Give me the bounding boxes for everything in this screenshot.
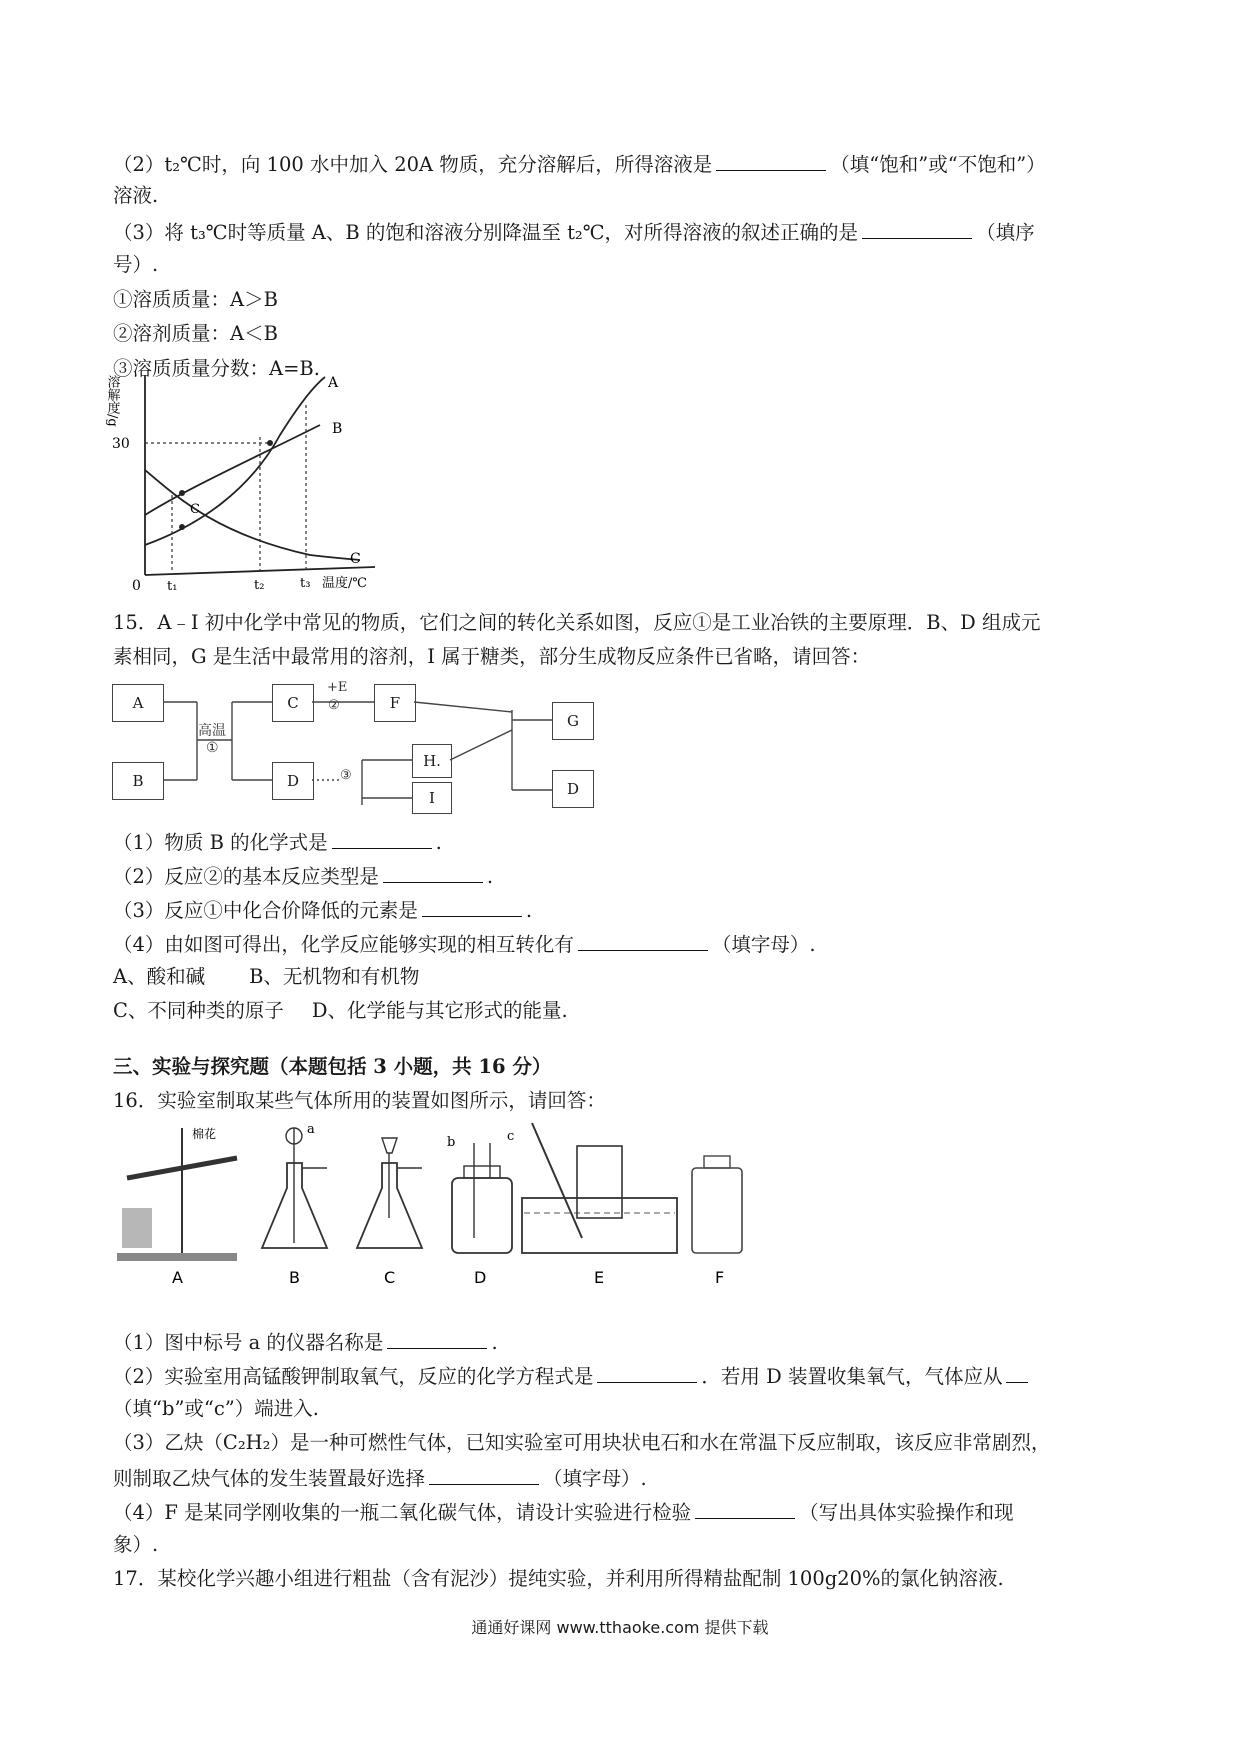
- answer-blank[interactable]: [716, 150, 826, 171]
- curve-c-label: C: [350, 551, 361, 567]
- answer-blank[interactable]: [862, 218, 972, 239]
- page-footer: 通通好课网 www.tthaoke.com 提供下载: [471, 1618, 769, 1637]
- label-c: c: [507, 1129, 515, 1144]
- q16-sub4-line1: （4）F 是某同学刚收集的一瓶二氧化碳气体，请设计实验进行检验 （写出具体实验操作和现: [113, 1498, 1014, 1526]
- q16-sub2-line2: （填“b”或“c”）端进入.: [113, 1397, 319, 1420]
- apparatus-label-b: B: [289, 1268, 300, 1287]
- answer-blank[interactable]: [422, 896, 522, 917]
- reaction-flow-diagram: [112, 680, 612, 805]
- box-b: B: [112, 762, 164, 800]
- box-d: D: [272, 762, 314, 800]
- q15-sub2: （2）反应②的基本反应类型是 .: [113, 862, 493, 890]
- q15-options-row1: A、酸和碱 B、无机物和有机物: [113, 965, 420, 988]
- cond-2: ②: [328, 698, 340, 713]
- box-d2: D: [552, 770, 594, 808]
- graph-ylabel: 溶解度/g: [104, 375, 120, 427]
- answer-blank[interactable]: [429, 1464, 539, 1485]
- answer-blank[interactable]: [578, 930, 708, 951]
- section-3-title: 三、实验与探究题（本题包括 3 小题，共 16 分）: [113, 1055, 552, 1078]
- answer-blank[interactable]: [1006, 1362, 1028, 1383]
- q16-sub1: （1）图中标号 a 的仪器名称是 .: [113, 1328, 498, 1356]
- q14-part3-line1: （3）将 t₃℃时等质量 A、B 的饱和溶液分别降温至 t₂℃，对所得溶液的叙述正确的是 （填序: [113, 218, 1035, 246]
- q15-intro-line2: 素相同，G 是生活中最常用的溶剂，I 属于糖类，部分生成物反应条件已省略，请回答：: [113, 645, 871, 668]
- box-c: C: [272, 684, 314, 722]
- answer-blank[interactable]: [597, 1362, 697, 1383]
- apparatus-label-d: D: [474, 1268, 487, 1287]
- q16-sub3-line1: （3）乙炔（C₂H₂）是一种可燃性气体，已知实验室可用块状电石和水在常温下反应制取，该反应非常剧烈，: [113, 1431, 1051, 1454]
- answer-blank[interactable]: [695, 1498, 795, 1519]
- graph-y30: 30: [112, 436, 130, 452]
- q14-part2-line2: 溶液.: [113, 184, 159, 207]
- q15-intro-line1: 15．A﹣I 初中化学中常见的物质，它们之间的转化关系如图，反应①是工业冶铁的主要原理．B、D 组成元: [113, 611, 1041, 634]
- q14-option-3: ③溶质质量分数：A=B.: [113, 357, 320, 380]
- box-g: G: [552, 702, 594, 740]
- q17-intro: 17．某校化学兴趣小组进行粗盐（含有泥沙）提纯实验，并利用所得精盐配制 100g20%的氯化钠溶液.: [113, 1567, 1004, 1590]
- cond-3: ③: [340, 768, 352, 783]
- q15-sub3: （3）反应①中化合价降低的元素是 .: [113, 896, 532, 924]
- apparatus-label-c: C: [384, 1268, 396, 1287]
- label-b: b: [447, 1135, 456, 1150]
- q14-part2-line1: （2）t₂℃时，向 100 水中加入 20A 物质，充分溶解后，所得溶液是 （填“饱和”或“不饱和”）: [113, 150, 1046, 178]
- cond-1: ①: [206, 740, 219, 756]
- apparatus-label-e: E: [594, 1268, 605, 1287]
- graph-t2: t₂: [254, 578, 265, 593]
- graph-xlabel: 温度/℃: [322, 576, 367, 591]
- q16-sub3-line2: 则制取乙炔气体的发生装置最好选择 （填字母）.: [113, 1464, 647, 1492]
- q16-sub2-line1: （2）实验室用高锰酸钾制取氧气，反应的化学方程式是 ．若用 D 装置收集氧气，气体应从: [113, 1362, 1032, 1390]
- curve-b-label: B: [332, 421, 343, 437]
- answer-blank[interactable]: [383, 862, 483, 883]
- q16-intro: 16．实验室制取某些气体所用的装置如图所示，请回答：: [113, 1089, 606, 1112]
- q15-sub1: （1）物质 B 的化学式是 .: [113, 828, 442, 856]
- graph-origin: 0: [132, 578, 141, 594]
- curve-c-mid-label: C: [190, 502, 200, 517]
- solubility-graph: [104, 375, 390, 600]
- q14-option-2: ②溶剂质量：A＜B: [113, 322, 278, 345]
- q14-option-1: ①溶质质量：A＞B: [113, 288, 278, 311]
- box-h: H.: [412, 744, 452, 778]
- label-a: a: [307, 1122, 315, 1137]
- q16-sub4-line2: 象）.: [113, 1533, 159, 1556]
- box-a: A: [112, 684, 164, 722]
- answer-blank[interactable]: [332, 828, 432, 849]
- cond-gaowen: 高温: [198, 723, 226, 739]
- apparatus-label-f: F: [715, 1268, 725, 1287]
- apparatus-label-a: A: [172, 1268, 183, 1287]
- cond-plus-e: +E: [327, 680, 348, 695]
- box-f: F: [374, 684, 416, 722]
- curve-a-label: A: [328, 375, 339, 391]
- q15-options-row2: C、不同种类的原子 D、化学能与其它形式的能量.: [113, 999, 568, 1022]
- graph-t3: t₃: [300, 576, 311, 591]
- box-i: I: [412, 782, 452, 814]
- cotton-label: 棉花: [192, 1127, 217, 1141]
- answer-blank[interactable]: [387, 1328, 487, 1349]
- q14-part3-line2: 号）.: [113, 253, 159, 276]
- apparatus-figure: [112, 1118, 852, 1318]
- graph-t1: t₁: [167, 579, 178, 594]
- q15-sub4: （4）由如图可得出，化学反应能够实现的相互转化有 （填字母）.: [113, 930, 816, 958]
